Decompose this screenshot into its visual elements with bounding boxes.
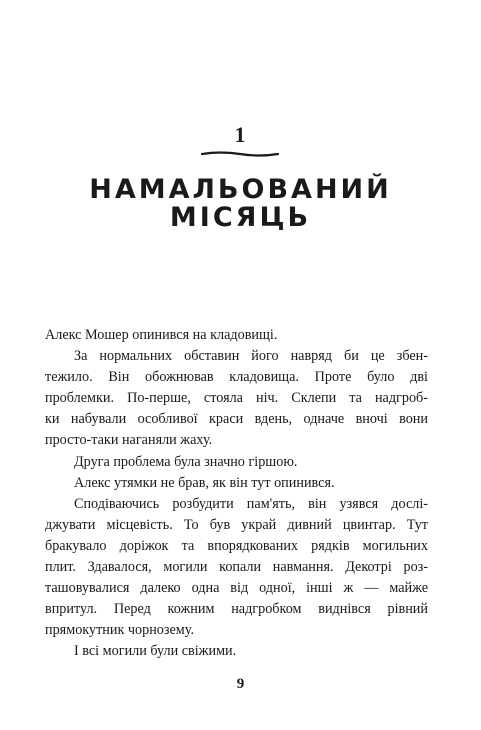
text-line: тежило. Він обожнював кладовища. Проте було дві — [45, 369, 428, 386]
chapter-body — [45, 325, 428, 663]
text-line: впритул. Перед кожним надгробком виднівся рівний — [45, 601, 428, 618]
chapter-title-line-2: МІСЯЦЬ — [169, 202, 312, 233]
text-line: джувати місцевість. То був украй дивний цвинтар. Тут — [45, 516, 428, 533]
text-line: ки набували особливої краси вдень, одначе вночі вони — [45, 411, 428, 428]
text-line: Друга проблема була значно гіршою. — [74, 453, 298, 470]
text-line: За нормальних обставин його навряд би це збен- — [74, 348, 428, 365]
page-number: 9 — [236, 676, 245, 692]
text-line: просто-таки наганяли жаху. — [45, 432, 213, 449]
chapter-number: 1 — [234, 122, 247, 147]
text-line: Алекс Мошер опинився на кладовищі. — [45, 327, 278, 343]
chapter-title-line-1: НАМАЛЬОВАНИЙ — [89, 174, 392, 205]
text-line: Алекс утямки не брав, як він тут опинився. — [74, 474, 335, 491]
text-line: Сподіваючись розбудити пам'ять, він узявся дослі- — [74, 495, 428, 512]
text-line: прямокутник чорнозему. — [45, 622, 195, 639]
chapter-divider — [200, 150, 280, 158]
text-line: ташовувалися далеко одна від одної, інші ж — майже — [45, 580, 428, 597]
text-line: плит. Здавалося, могили копали навмання. Декотрі роз- — [45, 559, 428, 576]
text-line: І всі могили були свіжими. — [74, 643, 237, 660]
text-line: проблемки. По-перше, стояла ніч. Склепи та надгроб- — [45, 390, 428, 407]
text-line: бракувало доріжок та впорядкованих рядків могильних — [45, 537, 428, 554]
